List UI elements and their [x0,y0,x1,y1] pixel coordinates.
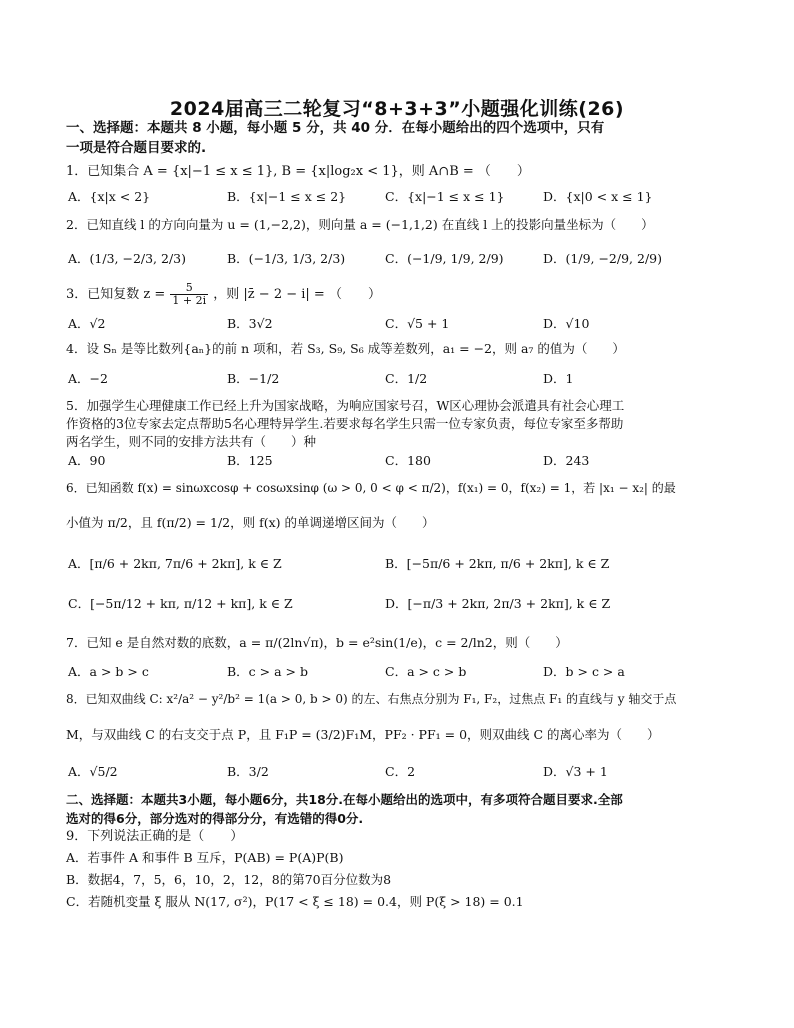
q6-option-c: C．[−5π/12 + kπ, π/12 + kπ], k ∈ Z [68,596,293,611]
q7-option-b: B．c > a > b [227,664,308,679]
q3-option-a: A．√2 [68,316,106,331]
q4-option-b: B．−1/2 [227,371,280,386]
q4-option-a: A．−2 [68,371,108,386]
q6-option-d: D．[−π/3 + 2kπ, 2π/3 + 2kπ], k ∈ Z [385,596,611,611]
q3-fraction [170,282,208,307]
q6-option-b: B．[−5π/6 + 2kπ, π/6 + 2kπ], k ∈ Z [385,556,610,571]
q8-option-a: A．√5/2 [68,764,118,779]
q4-option-c: C．1/2 [385,371,428,386]
q9-stem: 9．下列说法正确的是（ ） [66,829,244,844]
q6-line1: 6．已知函数 f(x) = sinωxcosφ + cosωxsinφ (ω > 0, 0 < φ < π/2)，f(x₁) = 0，f(x₂) = 1，若 |x₁ − x₂| 的最 [66,481,676,495]
section1-line2: 一项是符合题目要求的. [66,140,207,156]
section2-line1: 二、选择题：本题共3小题，每小题6分，共18分.在每小题给出的选项中，有多项符合题目要求.全部 [66,792,623,807]
q2-option-c: C．(−1/9, 1/9, 2/9) [385,251,504,266]
q8-option-b: B．3/2 [227,764,269,779]
q9-option-a: A．若事件 A 和事件 B 互斥，P(AB) = P(A)P(B) [66,850,344,865]
q3-stem-b: ，则 |z̄ − 2 − i| = （ ） [213,287,381,302]
q3-frac-numerator: 5 [170,282,208,295]
q7-option-a: A．a > b > c [68,664,149,679]
q5-option-d: D．243 [543,453,590,468]
q5-line2: 作资格的3位专家去定点帮助5名心理特异学生.若要求每名学生只需一位专家负责，每位专家至多帮助 [66,416,624,431]
q8-line1: 8．已知双曲线 C: x²/a² − y²/b² = 1(a > 0, b > 0) 的左、右焦点分别为 F₁, F₂，过焦点 F₁ 的直线与 y 轴交于点 [66,692,677,706]
q3-stem-a: 3．已知复数 z = [66,287,166,302]
q9-option-c: C．若随机变量 ξ 服从 N(17, σ²)，P(17 < ξ ≤ 18) = 0.4，则 P(ξ > 18) = 0.1 [66,894,524,909]
q7-option-d: D．b > c > a [543,664,625,679]
q2-option-b: B．(−1/3, 1/3, 2/3) [227,251,346,266]
section2-line2: 选对的得6分，部分选对的得部分分，有选错的得0分. [66,811,364,826]
q5-line3: 两名学生，则不同的安排方法共有（ ）种 [66,434,317,449]
q1-option-b: B．{x|−1 ≤ x ≤ 2} [227,189,347,204]
q3-frac-denominator: 1 + 2i [172,294,207,307]
q5-option-b: B．125 [227,453,273,468]
q2-option-a: A．(1/3, −2/3, 2/3) [68,251,186,266]
q6-option-a: A．[π/6 + 2kπ, 7π/6 + 2kπ], k ∈ Z [68,556,282,571]
q4-option-d: D．1 [543,371,574,386]
q3-option-c: C．√5 + 1 [385,316,450,331]
q8-line2: M，与双曲线 C 的右支交于点 P，且 F₁P = (3/2)F₁M，PF₂ · PF₁ = 0，则双曲线 C 的离心率为（ ） [66,727,660,742]
q3-option-b: B．3√2 [227,316,273,331]
q5-line1: 5．加强学生心理健康工作已经上升为国家战略，为响应国家号召，W区心理协会派遣具有社会心理工 [66,398,625,413]
q5-option-c: C．180 [385,453,431,468]
q7-option-c: C．a > c > b [385,664,467,679]
q3-stem [66,282,716,307]
q2-option-d: D．(1/9, −2/9, 2/9) [543,251,662,266]
q4-stem: 4．设 Sₙ 是等比数列{aₙ}的前 n 项和，若 S₃, S₉, S₆ 成等差数列，a₁ = −2，则 a₇ 的值为（ ） [66,341,625,356]
q1-option-c: C．{x|−1 ≤ x ≤ 1} [385,189,505,204]
q5-option-a: A．90 [68,453,106,468]
q8-option-d: D．√3 + 1 [543,764,608,779]
q9-option-b: B．数据4，7，5，6，10，2，12，8的第70百分位数为8 [66,872,392,887]
section1-line1: 一、选择题：本题共 8 小题，每小题 5 分，共 40 分．在每小题给出的四个选项中，只有 [66,120,605,136]
q1-option-d: D．{x|0 < x ≤ 1} [543,189,653,204]
q6-line2: 小值为 π/2，且 f(π/2) = 1/2，则 f(x) 的单调递增区间为（ ） [66,515,435,530]
q1-option-a: A．{x|x < 2} [68,189,151,204]
q2-stem: 2．已知直线 l 的方向向量为 u = (1,−2,2)，则向量 a = (−1,1,2) 在直线 l 上的投影向量坐标为（ ） [66,217,654,232]
page-title: 2024届高三二轮复习“8+3+3”小题强化训练(26) [169,98,625,120]
q8-option-c: C．2 [385,764,416,779]
q3-option-d: D．√10 [543,316,590,331]
q1-stem: 1．已知集合 A = {x|−1 ≤ x ≤ 1}, B = {x|log₂x < 1}，则 A∩B = （ ） [66,164,530,179]
q7-stem: 7．已知 e 是自然对数的底数，a = π/(2ln√π)，b = e²sin(1/e)，c = 2/ln2，则（ ） [66,635,568,650]
